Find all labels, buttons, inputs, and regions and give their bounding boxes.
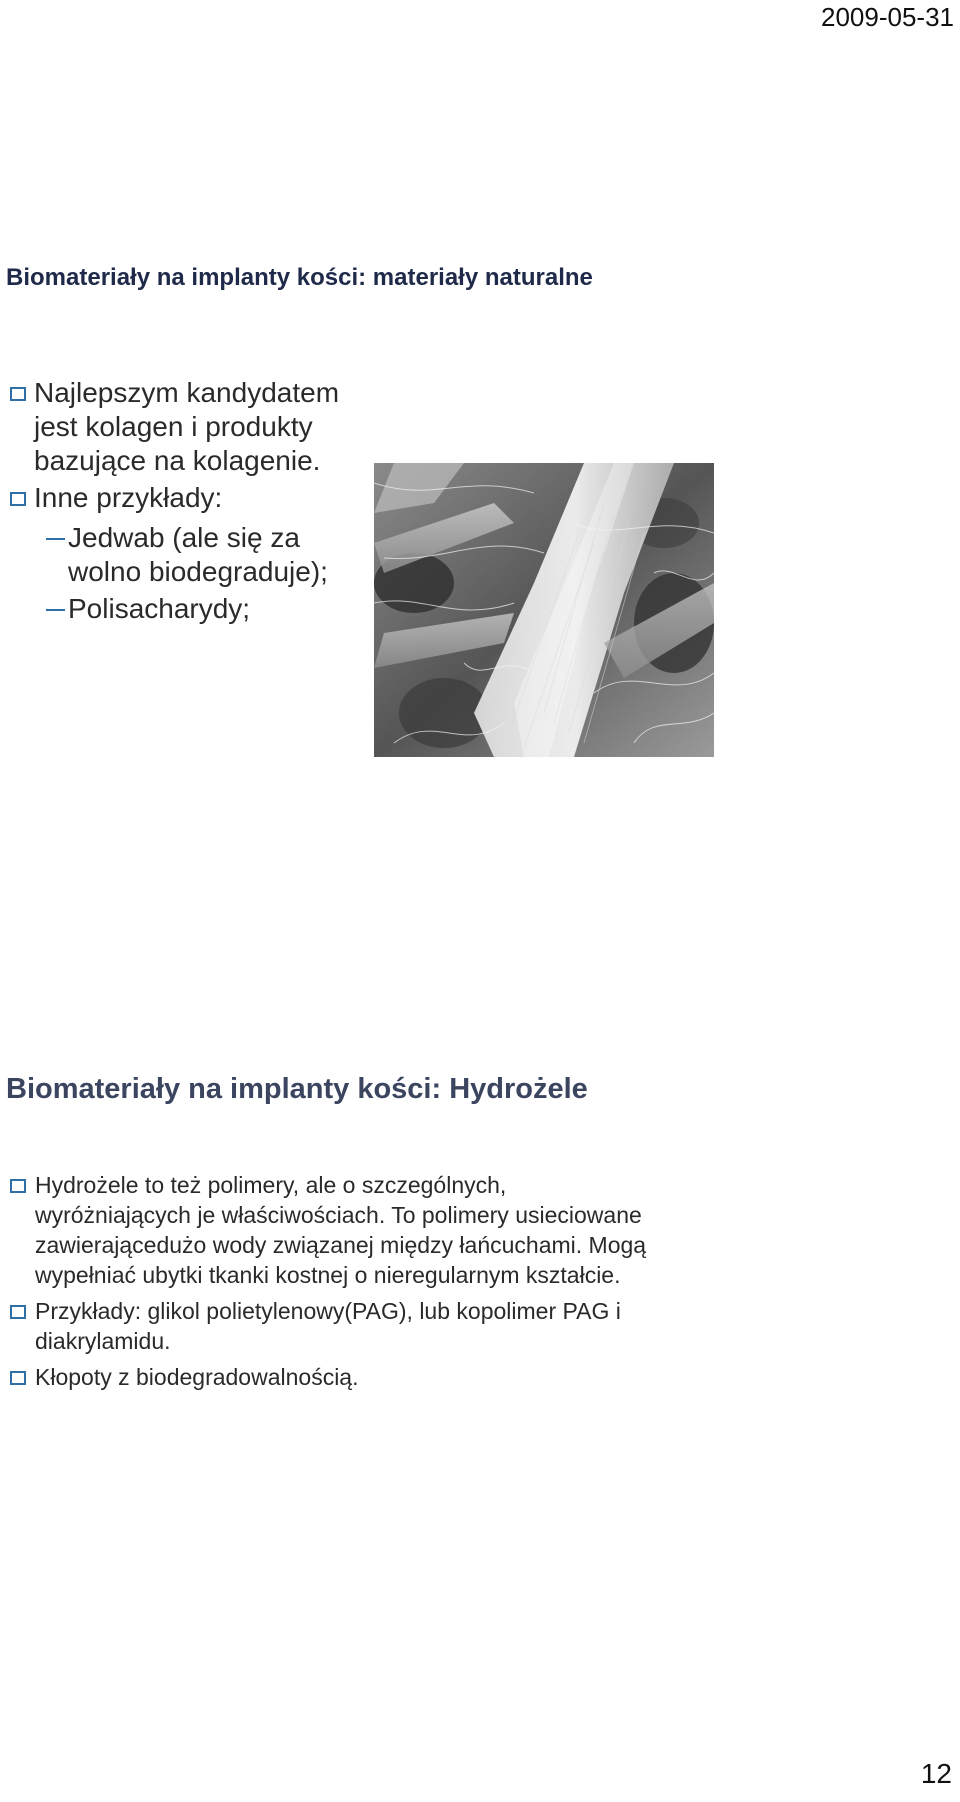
page-number: 12 [920, 1758, 952, 1789]
bullet-text: Najlepszym kandydatem jest kolagen i produkty bazujące na kolagenie. [34, 377, 340, 476]
bullet-text: Inne przykłady: [34, 482, 223, 513]
sub-bullet-text: Jedwab (ale się za wolno biodegraduje); [68, 522, 328, 587]
square-bullet-icon [10, 1305, 26, 1319]
slide1-bullet-list [10, 376, 350, 629]
square-bullet-icon [10, 387, 26, 401]
square-bullet-icon [10, 1371, 26, 1385]
list-item [10, 376, 350, 478]
sub-list-item [10, 521, 350, 589]
list-item [10, 481, 350, 626]
sub-list-item [10, 592, 350, 626]
list-item [10, 1296, 650, 1356]
list-item [10, 1362, 650, 1392]
slide1-title: Biomateriały na implanty kości: materiały naturalne [6, 264, 593, 291]
collagen-fiber-micrograph [374, 463, 714, 757]
bullet-text: Hydrożele to też polimery, ale o szczególnych, wyróżniających je właściwościach. To polimery usieciowane zawierającedużo wody związanej między łańcuchami. Mogą wypełniać ubytki tkanki kostnej o nieregularnym kształcie. [35, 1172, 647, 1288]
square-bullet-icon [10, 492, 26, 506]
bullet-text: Kłopoty z biodegradowalnością. [35, 1364, 359, 1390]
slide2-bullet-list [10, 1170, 650, 1398]
square-bullet-icon [10, 1179, 26, 1193]
sub-bullet-text: Polisacharydy; [68, 593, 251, 624]
list-item [10, 1170, 650, 1290]
micrograph-graphic [374, 463, 714, 757]
bullet-text: Przykłady: glikol polietylenowy(PAG), lub kopolimer PAG i diakrylamidu. [35, 1298, 621, 1354]
dash-bullet-icon [46, 538, 65, 540]
sub-bullet-list [10, 521, 350, 626]
slide2-title: Biomateriały na implanty kości: Hydrożele [6, 1073, 588, 1105]
header-date: 2009-05-31 [821, 2, 954, 32]
dash-bullet-icon [46, 609, 65, 611]
